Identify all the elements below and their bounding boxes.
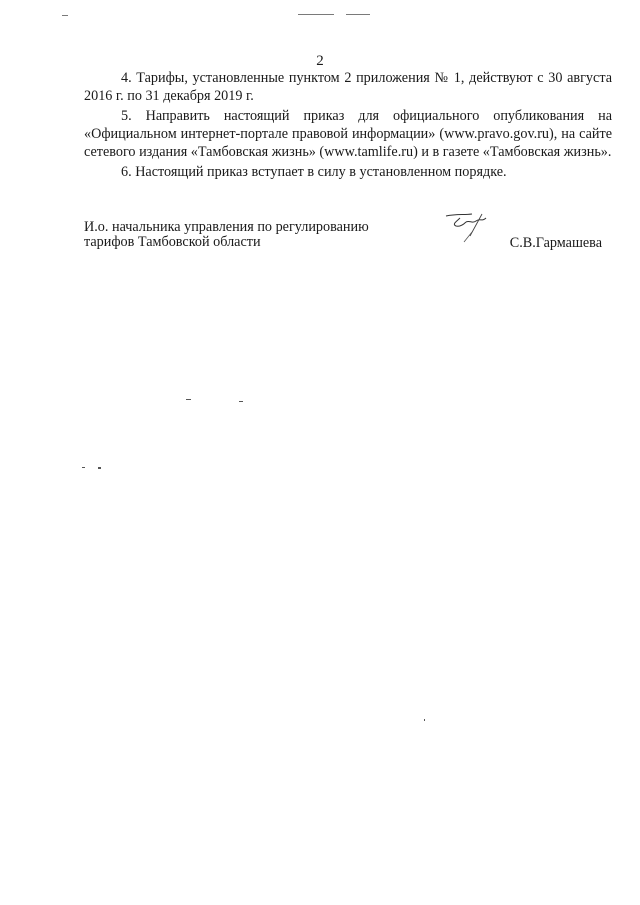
paragraph-4: 4. Тарифы, установленные пунктом 2 приложения № 1, действуют с 30 августа 2016 г. по 31 декабря 2019 г. — [84, 70, 612, 104]
scan-speck-2 — [239, 401, 243, 402]
scan-speck-5 — [424, 719, 425, 721]
page-number: 2 — [316, 53, 324, 69]
scan-artifact-top-center-2 — [346, 14, 370, 15]
scan-artifact-top-left — [62, 15, 68, 16]
scan-artifact-top-center — [298, 14, 334, 15]
signatory-title-line-1: И.о. начальника управления по регулированию — [84, 219, 369, 235]
document-body — [84, 69, 612, 183]
paragraph-6: 6. Настоящий приказ вступает в силу в установленном порядке. — [121, 164, 507, 180]
signatory-name: С.В.Гармашева — [509, 235, 602, 251]
handwritten-signature — [442, 206, 498, 246]
signature-block — [84, 220, 612, 260]
scan-speck-1 — [186, 399, 191, 400]
paragraph-5: 5. Направить настоящий приказ для официального опубликования на «Официальном интернет-портале правовой информации» (www.pravo.gov.ru), на сайте сетевого издания «Тамбовская жизнь» (www.tamlife.ru) и в газете «Тамбовская жизнь». — [84, 108, 612, 160]
scan-speck-3 — [82, 467, 85, 468]
scan-speck-4 — [98, 467, 101, 469]
signatory-title — [84, 220, 414, 250]
signatory-title-line-2: тарифов Тамбовской области — [84, 234, 261, 250]
